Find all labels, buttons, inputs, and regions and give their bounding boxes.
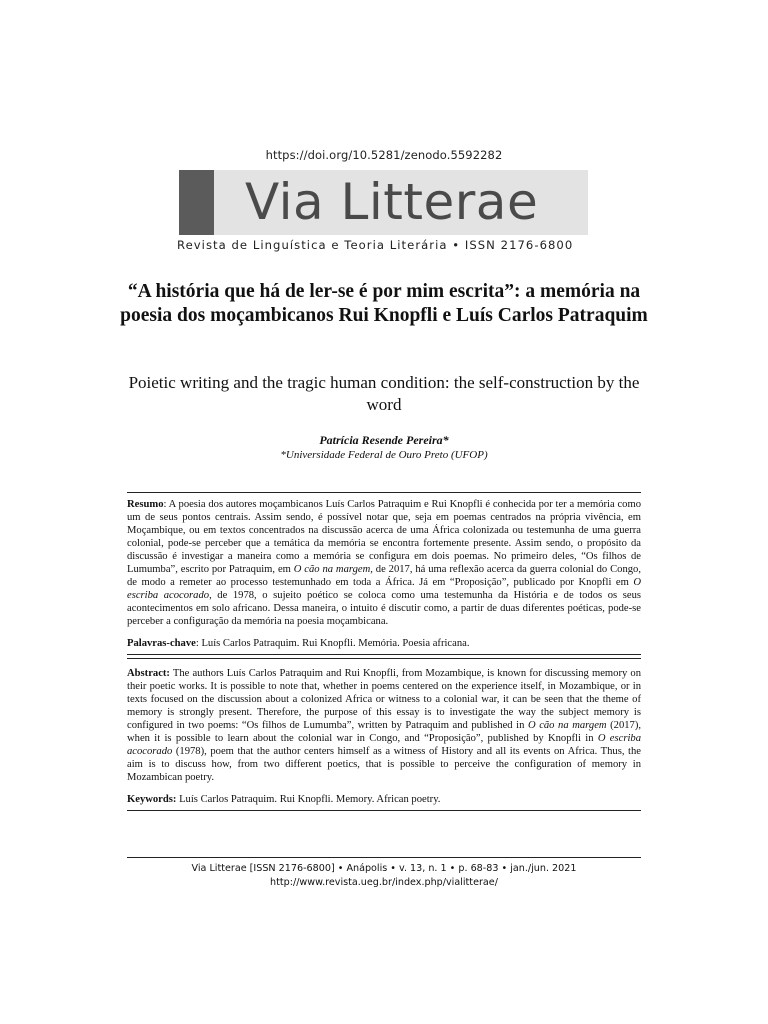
footer-citation: Via Litterae [ISSN 2176-6800] • Anápolis • v. 13, n. 1 • p. 68-83 • jan./jun. 2021 [191,863,577,874]
footer-divider [127,857,641,858]
footer-url[interactable]: http://www.revista.ueg.br/index.php/vialitterae/ [270,877,498,888]
abstract-text-c: (1978), poem that the author centers himself as a witness of History and all its events on Africa. Thus, the aim is to discuss how, from two different poetics, that is possible to perceive the configuration of memory in Mozambican poetry. [127,746,641,783]
article-title-english: Poietic writing and the tragic human condition: the self-construction by the word [128,373,640,414]
doi-link[interactable]: https://doi.org/10.5281/zenodo.5592282 [265,148,503,162]
logo-bar [179,170,214,235]
resumo-work-1: O cão na margem [293,564,371,575]
abstract-section [127,658,641,811]
journal-tagline: Revista de Linguística e Teoria Literária • ISSN 2176-6800 [177,238,574,252]
resumo-work-2: O escriba acocorado [127,577,641,601]
author-affiliation: *Universidade Federal de Ouro Preto (UFOP) [280,449,488,461]
journal-name: Via Litterae [245,173,539,231]
resumo-text-a: : A poesia dos autores moçambicanos Luís Carlos Patraquim e Rui Knopfli é conhecida por ter a memória como um de seus pontos centrais. Assim sendo, é possível notar que, seja em poemas centrados na própria vivência, em Moçambique, ou em textos concentrados na discussão acerca de uma África colonizada ou testemunha de uma guerra colonial, pode-se perceber que a temática da memória se encontra fortemente presente. Assim sendo, o propósito da discussão é investigar a maneira como a memória se configura em dois poemas. No primeiro deles, “Os filhos de Lumumba”, escrito por Patraquim, em [127,499,641,575]
keywords-text: Luís Carlos Patraquim. Rui Knopfli. Memory. African poetry. [176,794,441,805]
abstract-label: Abstract: [127,668,170,679]
resumo-paragraph [127,498,641,628]
resumo-text-b: , de 2017, há uma reflexão acerca da guerra colonial do Congo, de modo a remeter ao processo testemunhado em toda a África. Já em “Proposição”, publicado por Knopfli em [127,564,642,588]
author-name: Patrícia Resende Pereira* [319,433,449,447]
journal-logo [179,170,588,235]
keywords-label: Keywords: [127,794,177,805]
abstract-work-1: O cão na margem [527,720,607,731]
resumo-text-c: , de 1978, o sujeito poético se coloca como uma testemunha da História e de todos os seus acontecimentos em solo africano. Dessa maneira, o intuito é discutir como, a partir de duas diferentes poéticas, pode-se perceber a configuração da memória na poesia moçambicana. [127,590,641,627]
palavras-chave-text: : Luís Carlos Patraquim. Rui Knopfli. Memória. Poesia africana. [195,638,470,649]
abstract-text-b: (2017), when it is possible to learn about the colonial war in Congo, and “Proposição”, published by Knopfli in [127,720,642,744]
abstract-work-2: O escriba acocorado [127,733,641,757]
palavras-chave-label: Palavras-chave [127,638,196,649]
resumo-section [127,492,641,655]
palavras-chave [127,637,641,650]
resumo-label: Resumo [127,499,164,510]
article-title-portuguese: “A história que há de ler-se é por mim escrita”: a memória na poesia dos moçambicanos Rui Knopfli e Luís Carlos Patraquim [120,281,648,326]
abstract-text-a: The authors Luís Carlos Patraquim and Rui Knopfli, from Mozambique, is known for discussing memory on their poetic works. It is possible to note that, whether in poems centered on the experience itself, in Mozambique, or in texts focused on the discussion about a colonized Africa or witness to a colonial war, it can be seen that the theme of memory is strongly present. Therefore, the purpose of this essay is to investigate the way the subject memory is configured in two poems: “Os filhos de Lumumba”, written by Patraquim and published in [127,668,641,731]
keywords [127,793,641,806]
abstract-paragraph [127,667,641,784]
